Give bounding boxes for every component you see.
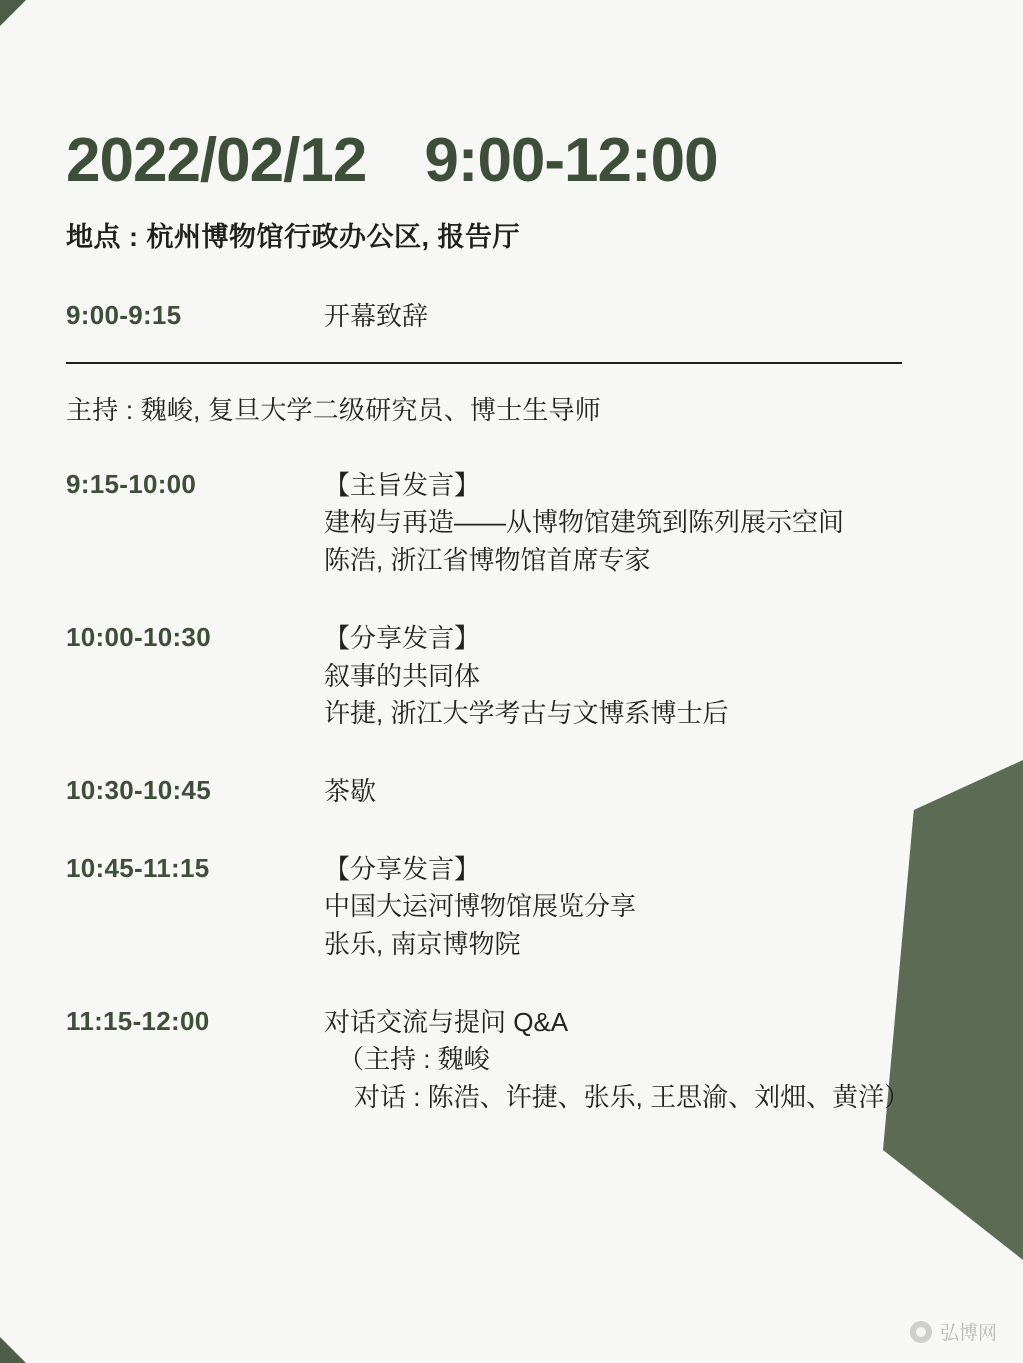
schedule-line: 叙事的共同体	[324, 660, 481, 691]
schedule-line: 建构与再造——从博物馆建筑到陈列展示空间	[324, 507, 845, 538]
schedule-line: 开幕致辞	[324, 301, 429, 332]
poster-content	[66, 128, 966, 1117]
schedule-detail	[324, 298, 966, 336]
weibo-icon	[910, 1321, 932, 1343]
event-time-range: 9:00-12:00	[424, 126, 718, 195]
schedule-detail	[324, 1004, 966, 1117]
schedule-item-keynote	[66, 467, 966, 580]
corner-decoration-top-left	[0, 0, 26, 26]
headline	[66, 128, 966, 193]
schedule-detail	[324, 851, 966, 964]
watermark-label: 弘博网	[939, 1323, 997, 1344]
schedule-line: 许捷, 浙江大学考古与文博系博士后	[324, 698, 729, 729]
schedule-detail	[324, 467, 966, 580]
schedule-line: 【分享发言】	[324, 853, 481, 884]
schedule-time: 9:15-10:00	[66, 468, 197, 499]
schedule-line: （主持 : 魏峻	[338, 1044, 490, 1075]
corner-decoration-bottom-left	[0, 1337, 26, 1363]
divider-rule	[66, 362, 902, 364]
schedule-item-share-1	[66, 620, 966, 733]
schedule-line: 对话 : 陈浩、许捷、张乐, 王思渝、刘畑、黄洋）	[354, 1082, 911, 1113]
event-location: 地点 : 杭州博物馆行政办公区, 报告厅	[66, 222, 520, 253]
schedule-detail	[324, 620, 966, 733]
schedule-line: 对话交流与提问 Q&A	[324, 1006, 569, 1037]
schedule-line: 陈浩, 浙江省博物馆首席专家	[324, 545, 651, 576]
event-date: 2022/02/12	[66, 126, 367, 195]
schedule-time: 10:00-10:30	[66, 621, 211, 652]
watermark	[910, 1318, 997, 1345]
schedule-item-break	[66, 773, 966, 811]
schedule-item-qa	[66, 1004, 966, 1117]
schedule-line: 张乐, 南京博物院	[324, 928, 521, 959]
schedule-line: 茶歇	[324, 775, 377, 806]
schedule-line: 【主旨发言】	[324, 469, 481, 500]
schedule-time: 9:00-9:15	[66, 300, 182, 331]
schedule-time: 11:15-12:00	[66, 1005, 210, 1036]
schedule-line: 【分享发言】	[324, 622, 481, 653]
schedule-detail	[324, 773, 966, 811]
schedule-item-opening	[66, 298, 966, 427]
schedule-line: 中国大运河博物馆展览分享	[324, 891, 637, 922]
schedule-time: 10:30-10:45	[66, 774, 211, 805]
schedule-item-share-2	[66, 851, 966, 964]
host-note: 主持 : 魏峻, 复旦大学二级研究员、博士生导师	[66, 394, 601, 425]
schedule-time: 10:45-11:15	[66, 852, 210, 883]
